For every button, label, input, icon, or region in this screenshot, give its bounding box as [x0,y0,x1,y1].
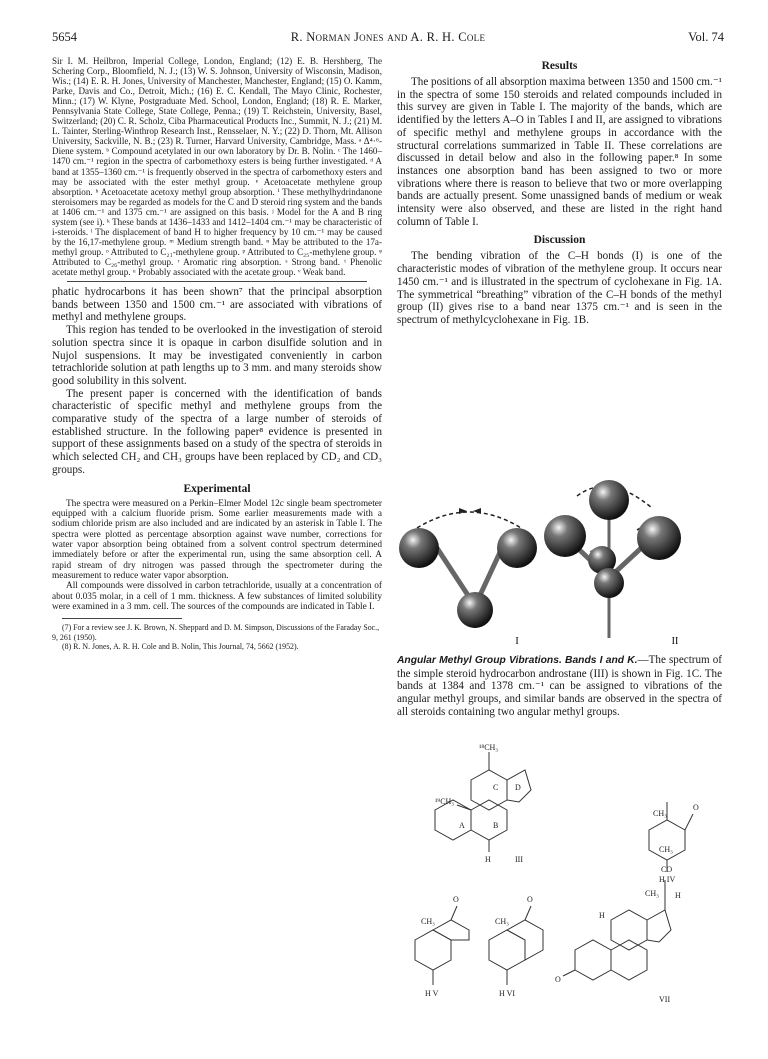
running-header [52,30,724,46]
iv-o: O [693,803,699,812]
references-divider [62,618,182,619]
angular-methyl-text: —The spectrum of the simple steroid hydrocarbon androstane (III) is shown in Fig. 1C. The bands at 1384 and 1378 cm.⁻¹ can be assigned to vibrations of the angular methyl groups, and similar bands are observed in the spectra of all steroids containing two angular methyl groups. [397,654,722,718]
vii-ch3: CH₃ [659,845,673,854]
right-column [397,56,722,327]
methyl-breathing-model [544,480,681,638]
running-authors: R. Norman Jones and A. R. H. Cole [290,30,486,44]
experimental-heading: Experimental [183,482,251,495]
reference-7: (7) For a review see J. K. Brown, N. Sheppard and D. M. Simpson, Discussions of the Faraday Soc., 9, 261 (1950). [52,623,380,642]
results-heading: Results [541,60,578,72]
steroid-structures-figure [397,740,722,1040]
vii-h: H [675,891,681,900]
iv-label: H IV [659,875,676,884]
vibration-models-figure [397,478,722,648]
vii-h2: H [599,911,605,920]
page-number: 5654 [52,30,77,44]
angular-methyl-paragraph [397,654,722,719]
intro-paragraph-3: The present paper is concerned with the identification of bands characteristic of specific methyl and methylene groups from the comparative study of the spectra of a large number of steroids of established structure. In the following paper⁸ evidence is presented in support of these assignments based on a study of the spectra of steroids in which selected CH₂ and CH₃ groups have been replaced by CD₂ and CD₃ groups. [52,387,382,476]
iii-h: H [485,855,491,864]
angular-methyl-section [397,654,722,719]
iv-ch3: CH₃ [653,809,667,818]
vii-label: VII [659,995,671,1004]
figure-label-I: I [515,636,519,647]
discussion-paragraph: The bending vibration of the C–H bonds (I) is one of the characteristic modes of vibration of the methylene group. It occurs near 1450 cm.⁻¹ and is illustrated in the spectrum of cyclohexane in Fig. 1A. The symmetrical “breathing” vibration of the C–H bonds of the methyl group (II) gives rise to a band near 1375 cm.⁻¹ and is seen in the spectrum of methylcyclohexane in Fig. 1B. [397,250,722,326]
vi-o: O [527,895,533,904]
ring-d-label: D [515,783,521,792]
experimental-paragraph-1: The spectra were measured on a Perkin–Elmer Model 12c single beam spectrometer equipped with a calcium fluoride prism. Some earlier measurements made with a sodium chloride prism are also included and are indicated by an asterisk in Table I. The spectra were plotted as percentage absorption against wave number, corrections for water vapor absorption being obtained from a solvent control spectrum determined immediately before or after the experimental run, using the same absorption cell. A rapid stream of dry nitrogen was passed through the spectrometer during the measurement to reduce water vapor absorption. [52,498,382,581]
ring-c-label: C [493,783,499,792]
v-ch3: CH₃ [421,917,435,926]
results-paragraph: The positions of all absorption maxima between 1350 and 1500 cm.⁻¹ in the spectra of some 150 steroids and related compounds included in this survey are given in Table I. The majority of the bands, which are identified by the letters A–O in Tables I and II, are assigned to vibrations of specific methyl and methylene groups in accordance with the structural correlations summarized in Table II. These correlations are discussed in detail below and also in the following paper.⁸ In some instances one absorption band has been assigned to two or more vibrations where there is reason to believe that two or more overlapping bands are actually present. Some unassigned bands of medium or weak intensity were also observed, and these are listed in the right hand column of Table I. [397,76,722,228]
intro-paragraph-2: This region has tended to be overlooked in the investigation of steroid solution spectra since it is opaque in carbon disulfide solution and in Nujol suspensions. It may be investigated conveniently in carbon tetrachloride solution at path lengths up to 3 mm. and many steroids show good solubility in this solvent. [52,324,382,387]
ring-b-label: B [493,821,499,830]
left-column [52,56,382,651]
vi-label: H VI [499,989,516,998]
iii-ch3-left: ¹⁹CH₃ [435,797,455,806]
angular-methyl-heading: Angular Methyl Group Vibrations. Bands I and K. [397,655,638,666]
footnote-divider [67,281,367,282]
v-label: H V [425,989,439,998]
discussion-heading: Discussion [533,234,586,247]
vii-o: O [555,975,561,984]
ring-a-label: A [459,821,465,830]
table-footnotes: Sir I. M. Heilbron, Imperial College, London, England; (12) E. B. Hershberg, The Schering Corp., Bloomfield, N. J.; (13) W. S. Johnson, University of Wisconsin, Madison, Wis.; (14) E. R. H. Jones, University of Manchester, Manchester, England; (15) O. Kamm, Parke, Davis and Co., Detroit, Mich.; (16) E. C. Kendall, The Mayo Clinic, Rochester, Minn.; (17) W. Klyne, Postgraduate Med. School, London, England; (18) R. E. Marker, Pennsylvania State College, State College, Penna.; (19) T. Reichstein, University, Basel, Switzerland; (20) C. R. Scholz, Ciba Pharmaceutical Products Inc., Summit, N. J.; (21) M. L. Tainter, Sterling-Winthrop Research Inst., Rensselaer, N. Y.; (22) D. Thorn, Mt. Allison University, Sackville, N. B.; (23) R. Turner, Harvard University, Cambridge, Mass. ᵃ Δ⁴·⁶-Diene system. ᵇ Compound acetylated in our own laboratory by Dr. B. Nolin. ᶜ The 1460–1470 cm.⁻¹ region in the spectra of carbomethoxy esters is being further investigated. ᵈ A band at 1355–1360 cm.⁻¹ is frequently observed in the spectra of carbomethoxy esters and may be associated with the ester methyl group. ᵉ Acetoacetate methylene group absorption. ʰ Acetoacetate acetoxy methyl group absorption. ⁱ These methylhydrindanone steroisomers may be regarded as models for the C and D steroid ring system and the bands at 1406 cm.⁻¹ and 1375 cm.⁻¹ are assigned on this basis. ʲ Model for the A and B ring system (see i). ᵏ These bands at 1436–1433 and 1412–1404 cm.⁻¹ may be characteristic of i-steroids. ˡ The displacement of band H to higher frequency by 10 cm.⁻¹ may be caused by the 16,17-methylene group. ᵐ Medium strength band. ⁿ May be attributed to the 17a-methyl group. ᵒ Attributed to C₂₁-methylene group. ᵖ Attributed to C₂₅-methylene group. ᵠ Attributed to C₂₆-methyl group. ʳ Aromatic ring absorption. ˢ Strong band. ᵗ Phenolic acetate methyl group. ᵘ Probably associated with the acetate group. ᵛ Weak band. [52,56,382,277]
figure-label-II: II [671,636,679,647]
vii-co: CO [661,865,673,874]
reference-8: (8) R. N. Jones, A. R. H. Cole and B. Nolin, This Journal, 74, 5662 (1952). [62,641,299,651]
experimental-paragraph-2: All compounds were dissolved in carbon tetrachloride, usually at a concentration of about 0.035 molar, in a cell of 1 mm. thickness. A few substances of limited solubility were examined in a 3 mm. cell. The sources of the compounds are indicated in Table I. [52,581,382,613]
iii-ch3-top: ¹⁸CH₃ [479,743,499,752]
v-o: O [453,895,459,904]
vi-ch3: CH₃ [495,917,509,926]
iii-label: III [515,855,523,864]
vii-ch3b: CH₃ [645,889,659,898]
intro-paragraph-1: phatic hydrocarbons it has been shown⁷ that the principal absorption bands between 1350 and 1500 cm.⁻¹ are associated with vibrations of methyl and methylene groups. [52,286,382,324]
methylene-bending-model [399,508,537,628]
volume-number: Vol. 74 [688,30,724,44]
